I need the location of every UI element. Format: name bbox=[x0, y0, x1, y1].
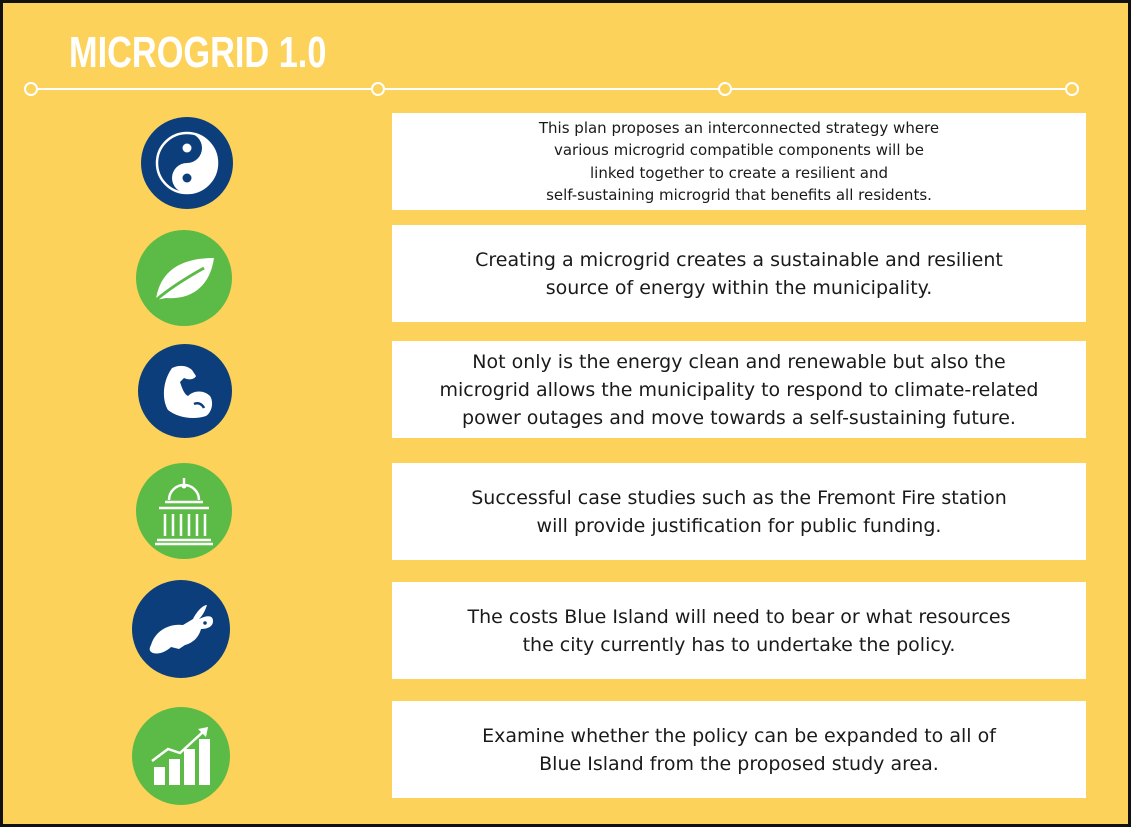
card-line: self-sustaining microgrid that benefits all residents. bbox=[546, 186, 932, 204]
flexed-arm-icon bbox=[138, 344, 232, 438]
card-line: microgrid allows the municipality to respond to climate-related bbox=[439, 378, 1039, 401]
card-line: power outages and move towards a self-sustaining future. bbox=[462, 406, 1016, 429]
capitol-building-icon bbox=[136, 463, 232, 559]
card-line: Not only is the energy clean and renewable but also the bbox=[472, 350, 1006, 373]
card-line: will provide justification for public funding. bbox=[536, 514, 942, 537]
info-card bbox=[392, 701, 1086, 798]
card-line: the city currently has to undertake the policy. bbox=[522, 633, 956, 656]
leaf-icon bbox=[136, 230, 232, 326]
card-line: linked together to create a resilient and bbox=[589, 163, 889, 182]
info-card bbox=[392, 341, 1086, 438]
growth-chart-icon bbox=[132, 707, 230, 805]
card-line: The costs Blue Island will need to bear or what resources bbox=[467, 605, 1011, 628]
card-line: Examine whether the policy can be expanded to all of bbox=[482, 724, 996, 747]
timeline-node bbox=[371, 82, 385, 96]
info-card bbox=[392, 225, 1086, 322]
timeline-node bbox=[24, 82, 38, 96]
card-line: Successful case studies such as the Fremont Fire station bbox=[471, 486, 1007, 509]
card-line: various microgrid compatible components will be bbox=[553, 141, 925, 159]
card-line: Creating a microgrid creates a sustainable and resilient bbox=[475, 248, 1003, 271]
info-card bbox=[392, 113, 1086, 210]
timeline-node bbox=[718, 82, 732, 96]
timeline-line bbox=[33, 88, 1075, 90]
info-card bbox=[392, 463, 1086, 560]
page-title: MICROGRID 1.0 bbox=[69, 28, 327, 77]
yin-yang-icon bbox=[141, 117, 233, 209]
timeline-node bbox=[1065, 82, 1079, 96]
card-line: source of energy within the municipality. bbox=[545, 276, 933, 299]
info-card bbox=[392, 582, 1086, 679]
rabbit-icon bbox=[132, 580, 230, 678]
card-line: Blue Island from the proposed study area. bbox=[539, 752, 939, 775]
card-line: This plan proposes an interconnected strategy where bbox=[538, 118, 940, 137]
